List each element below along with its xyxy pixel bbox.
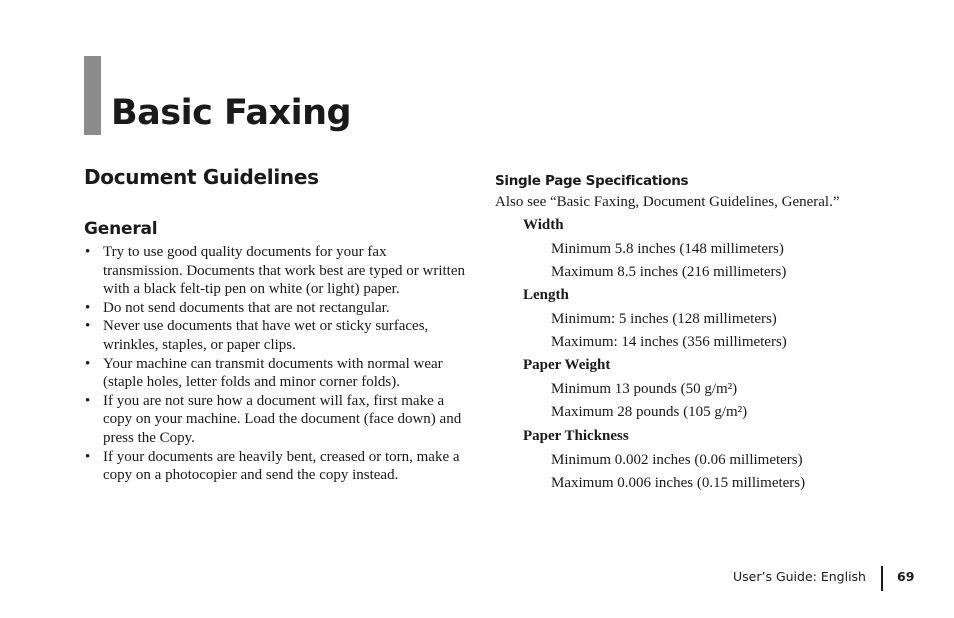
page-title: Basic Faxing xyxy=(111,93,352,133)
page-number: 69 xyxy=(897,569,915,584)
spec-value: Maximum: 14 inches (356 millimeters) xyxy=(551,334,787,350)
spec-group-width xyxy=(523,216,786,281)
general-heading: General xyxy=(84,219,158,239)
specs-note: Also see “Basic Faxing, Document Guidelines, General.” xyxy=(495,194,840,210)
spec-group-length xyxy=(523,286,787,351)
spec-heading: Paper Thickness xyxy=(523,428,629,444)
spec-value: Maximum 28 pounds (105 g/m²) xyxy=(551,404,748,420)
section-title: Document Guidelines xyxy=(84,165,319,189)
bullet-item: • Your machine can transmit documents with normal wear (staple holes, letter folds and minor corner folds). xyxy=(84,355,469,392)
footer-divider xyxy=(881,566,883,591)
spec-heading: Paper Weight xyxy=(523,357,611,373)
title-accent-bar xyxy=(84,56,101,135)
spec-value: Minimum 5.8 inches (148 millimeters) xyxy=(551,241,784,257)
general-bullet-list xyxy=(84,243,469,485)
footer-guide-label: User’s Guide: English xyxy=(733,569,866,584)
spec-value: Maximum 0.006 inches (0.15 millimeters) xyxy=(551,475,806,491)
bullet-item: • Try to use good quality documents for your fax transmission. Documents that work best are typed or written with a black felt-tip pen on white (or light) paper. xyxy=(84,243,469,299)
spec-value: Minimum: 5 inches (128 millimeters) xyxy=(551,311,777,327)
spec-value: Minimum 13 pounds (50 g/m²) xyxy=(551,381,738,397)
spec-value: Minimum 0.002 inches (0.06 millimeters) xyxy=(551,452,803,468)
spec-heading: Length xyxy=(523,287,569,303)
specs-heading: Single Page Specifications xyxy=(495,173,689,189)
bullet-item: • If your documents are heavily bent, creased or torn, make a copy on a photocopier and send the copy instead. xyxy=(84,448,469,485)
bullet-item: • Do not send documents that are not rectangular. xyxy=(84,299,469,318)
spec-heading: Width xyxy=(523,217,564,233)
spec-group-paper-weight xyxy=(523,356,747,421)
spec-value: Maximum 8.5 inches (216 millimeters) xyxy=(551,264,787,280)
spec-group-paper-thickness xyxy=(523,427,805,492)
bullet-item: • If you are not sure how a document will fax, first make a copy on your machine. Load the document (face down) and press the Copy. xyxy=(84,392,469,448)
bullet-item: • Never use documents that have wet or sticky surfaces, wrinkles, staples, or paper clips. xyxy=(84,317,469,354)
